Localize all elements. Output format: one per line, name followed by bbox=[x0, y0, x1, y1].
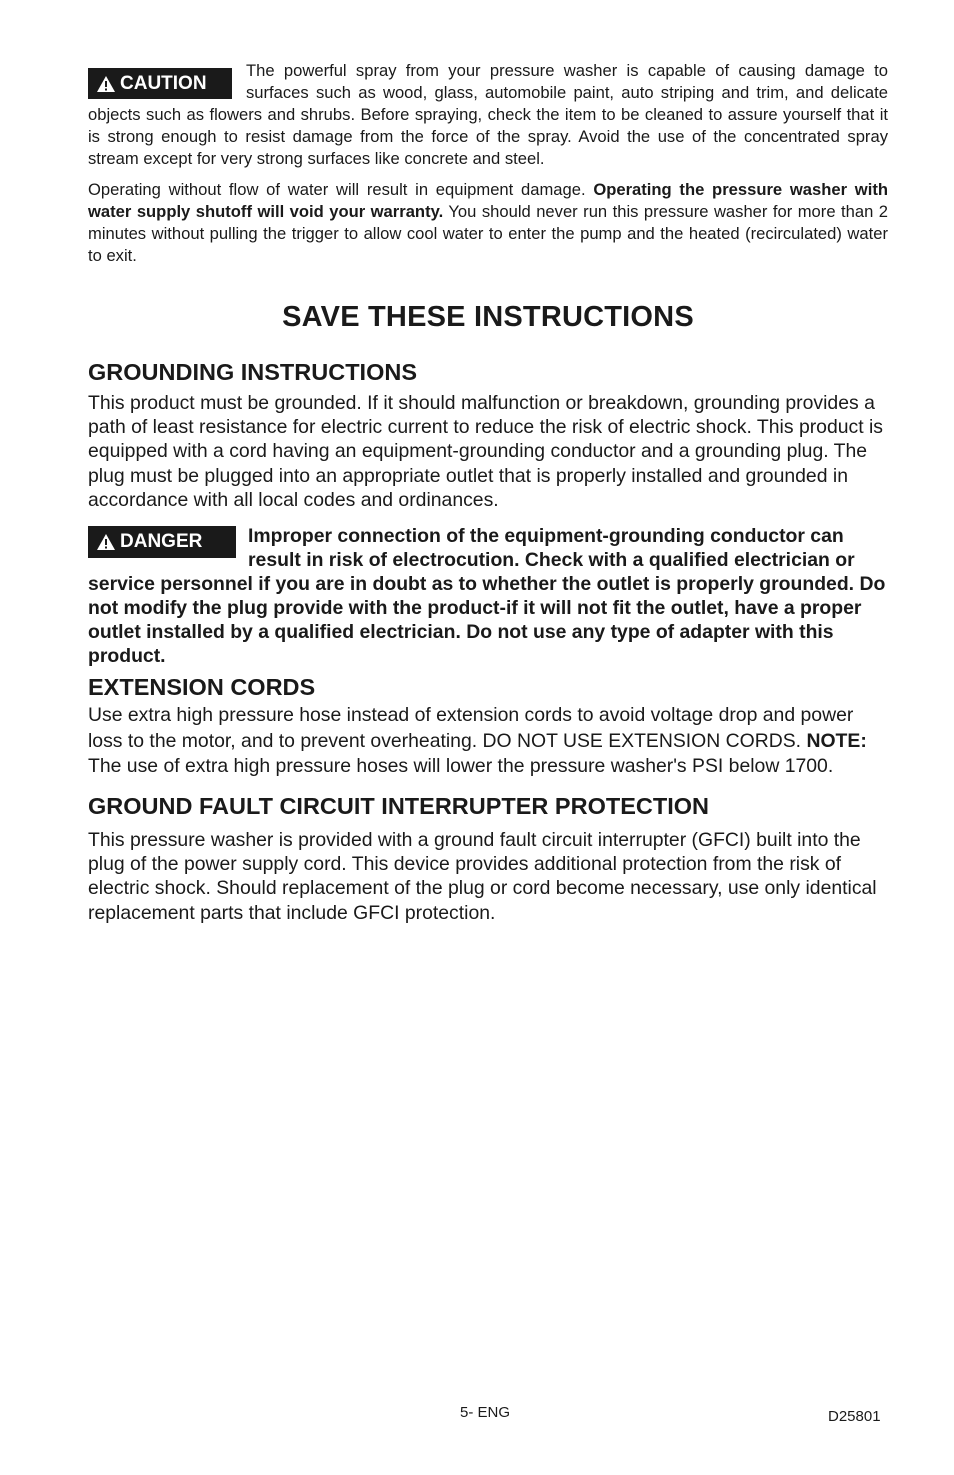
document-id: D25801 bbox=[828, 1408, 881, 1425]
extension-cords-text bbox=[88, 703, 888, 780]
operating-rest: You should never run this pressure washer for more than 2 minutes without pulling the trigger to allow cool water to enter the pump and the heated (recirculated) water to exit. bbox=[88, 202, 889, 265]
gfci-heading: GROUND FAULT CIRCUIT INTERRUPTER PROTECTION bbox=[88, 792, 709, 819]
caution-paragraph bbox=[88, 60, 888, 170]
operating-lead: Operating without flow of water will result in equipment damage. bbox=[88, 180, 594, 199]
danger-badge bbox=[88, 526, 236, 558]
note-text: The use of extra high pressure hoses will lower the pressure washer's PSI below 1700. bbox=[88, 755, 834, 778]
note-label: NOTE: bbox=[806, 729, 867, 752]
grounding-heading: GROUNDING INSTRUCTIONS bbox=[88, 359, 417, 385]
operating-warranty-warning: Operating the pressure washer with water supply shutoff will void your warranty. bbox=[88, 180, 888, 221]
save-instructions-title: SAVE THESE INSTRUCTIONS bbox=[282, 301, 694, 333]
caution-text: The powerful spray from your pressure washer is capable of causing damage to surfaces such as wood, glass, automobile paint, auto striping and trim, and delicate objects such as flowers and shrubs. Before spraying, check the item to be cleaned to assure yourself that it is strong enough to resist damage from the force of the spray. Avoid the use of the concentrated spray stream except for very strong surfaces like concrete and steel. bbox=[88, 61, 888, 168]
grounding-text: This product must be grounded. If it should malfunction or breakdown, grounding provides a path of least resistance for electric current to reduce the risk of electric shock. This product is equipped with a cord having an equipment-grounding conductor and a grounding plug. The plug must be plugged into an appropriate outlet that is properly installed and grounded in accordance with all local codes and ordinances. bbox=[88, 392, 884, 511]
warning-triangle-icon bbox=[96, 533, 116, 551]
danger-text: Improper connection of the equipment-grounding conductor can result in risk of electrocution. Check with a qualified electrician or service personnel if you are in doubt as to whether the outlet is properly grounded. Do not modify the plug provide with the product-if it will not fit the outlet, have a proper outlet installed by a qualified electrician. Do not use any type of adapter with this product. bbox=[88, 525, 886, 668]
extension-lead: Use extra high pressure hose instead of extension cords to avoid voltage drop and power loss to the motor, and to prevent overheating. DO NOT USE EXTENSION CORDS. bbox=[88, 704, 854, 752]
gfci-text: This pressure washer is provided with a ground fault circuit interrupter (GFCI) built into the plug of the power supply cord. This device provides additional protection from the risk of electric shock. Should replacement of the plug or cord become necessary, use only identical replacement parts that include GFCI protection. bbox=[88, 828, 877, 924]
danger-label: DANGER bbox=[120, 531, 203, 553]
manual-page bbox=[88, 60, 888, 925]
caution-badge bbox=[88, 68, 232, 99]
caution-label: CAUTION bbox=[120, 72, 207, 94]
warning-triangle-icon bbox=[96, 75, 116, 93]
page-number: 5- ENG bbox=[460, 1404, 511, 1421]
extension-cords-heading: EXTENSION CORDS bbox=[88, 674, 316, 701]
danger-paragraph bbox=[88, 524, 888, 668]
operating-paragraph bbox=[88, 179, 888, 267]
